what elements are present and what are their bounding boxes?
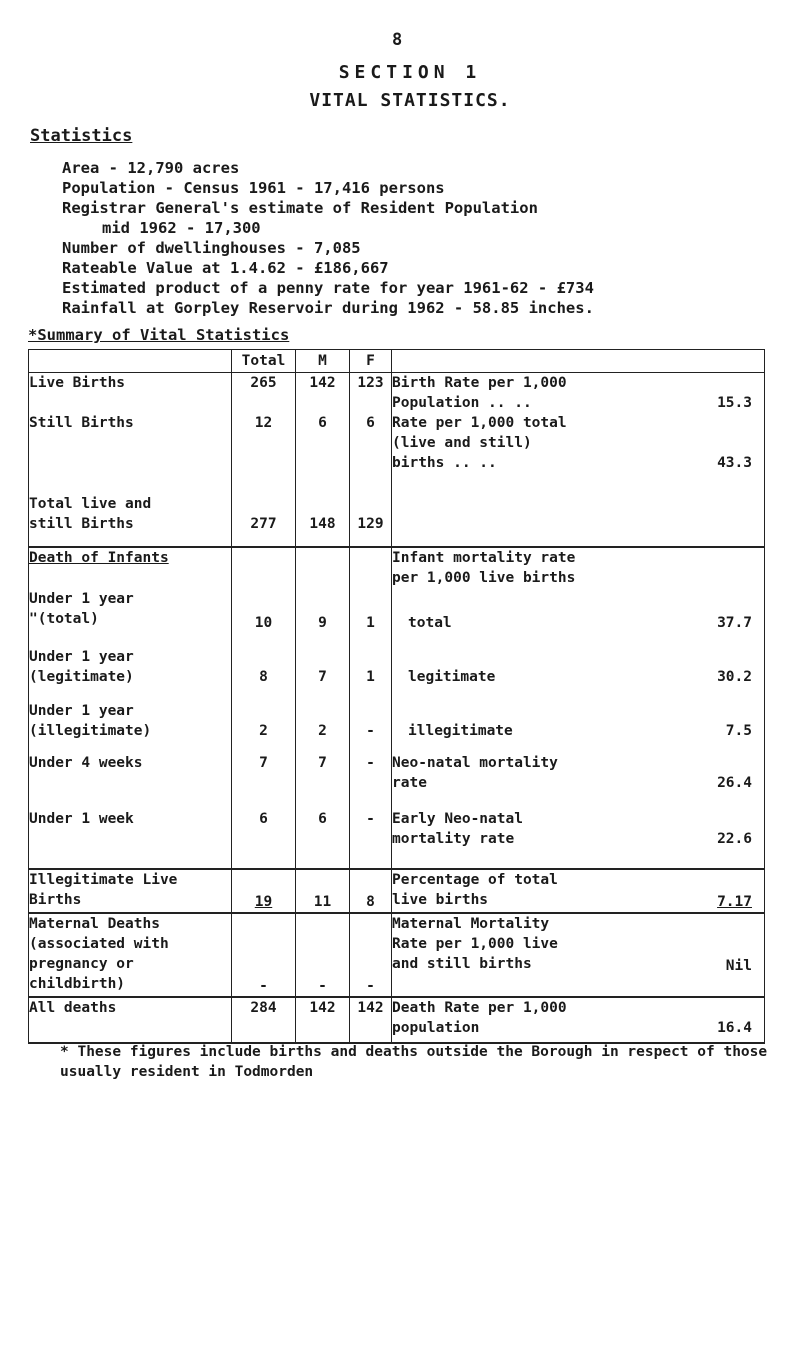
rate-value: 26.4: [717, 775, 752, 791]
cell-female: 129: [350, 483, 392, 547]
row-label: Under 1 year (legitimate): [29, 633, 232, 687]
stat-area: Area - 12,790 acres: [62, 159, 240, 177]
rate-cell: [392, 687, 765, 741]
table-row: [29, 997, 765, 1043]
rate-value: 30.2: [717, 669, 752, 685]
rate-value: 22.6: [717, 831, 752, 847]
stat-dwellinghouses: Number of dwellinghouses - 7,085: [62, 239, 361, 257]
rate-value: 15.3: [717, 395, 752, 411]
cell-female: -: [350, 793, 392, 869]
stat-population: Population - Census 1961 - 17,416 persons: [62, 179, 445, 197]
rate-label: Percentage of total live births: [392, 872, 558, 908]
row-label: Still Births: [29, 413, 232, 483]
cell-total: 265: [232, 373, 296, 414]
stat-registrar-estimate-value: mid 1962 - 17,300: [102, 219, 261, 237]
statistics-list: [62, 158, 594, 318]
cell-empty: [350, 547, 392, 589]
cell-male: 11: [296, 869, 350, 913]
rate-label: Maternal Mortality Rate per 1,000 live and still births: [392, 916, 558, 972]
rate-value: 7.17: [717, 894, 752, 910]
row-label: Under 1 week: [29, 793, 232, 869]
rate-cell: [392, 373, 765, 414]
cell-female: 142: [350, 997, 392, 1043]
rate-label: Neo-natal mortality rate: [392, 755, 558, 791]
cell-male: 6: [296, 793, 350, 869]
cell-male: 148: [296, 483, 350, 547]
cell-empty: [296, 547, 350, 589]
cell-total: 7: [232, 741, 296, 793]
cell-male: 6: [296, 413, 350, 483]
rate-label: total: [408, 615, 452, 631]
rate-cell: [392, 413, 765, 547]
rate-cell: [392, 589, 765, 633]
header-male: M: [296, 350, 350, 373]
table-row: [29, 633, 765, 687]
table-row: [29, 687, 765, 741]
rate-label: Rate per 1,000 total (live and still) births .. ..: [392, 415, 567, 471]
cell-total: -: [232, 913, 296, 997]
rate-cell: [392, 633, 765, 687]
rate-cell: [392, 793, 765, 869]
cell-female: 1: [350, 589, 392, 633]
cell-total: 12: [232, 413, 296, 483]
cell-female: -: [350, 741, 392, 793]
header-blank-rates: [392, 350, 765, 373]
table-row: [29, 869, 765, 913]
table-row: [29, 373, 765, 414]
rate-label: Death Rate per 1,000 population: [392, 1000, 567, 1036]
table-row: [29, 589, 765, 633]
row-label: Under 1 year "(total): [29, 589, 232, 633]
cell-female: 6: [350, 413, 392, 483]
vital-statistics-table: [28, 349, 765, 1044]
row-label: Live Births: [29, 373, 232, 414]
header-total: Total: [232, 350, 296, 373]
statistics-heading: Statistics: [30, 126, 133, 146]
table-row: [29, 547, 765, 589]
stat-rateable-value: Rateable Value at 1.4.62 - £186,667: [62, 259, 389, 277]
table-row: [29, 793, 765, 869]
cell-male: 7: [296, 741, 350, 793]
cell-female: -: [350, 913, 392, 997]
cell-male: 9: [296, 589, 350, 633]
cell-female: 123: [350, 373, 392, 414]
cell-male: 2: [296, 687, 350, 741]
cell-male: -: [296, 913, 350, 997]
rate-cell: [392, 869, 765, 913]
cell-total: 2: [232, 687, 296, 741]
rate-value: 43.3: [717, 455, 752, 471]
table-row: [29, 413, 765, 483]
rate-cell: [392, 741, 765, 793]
cell-male: 142: [296, 997, 350, 1043]
cell-total: 277: [232, 483, 296, 547]
header-blank: [29, 350, 232, 373]
cell-total: 10: [232, 589, 296, 633]
cell-female: -: [350, 687, 392, 741]
stat-registrar-estimate: Registrar General's estimate of Resident Population: [62, 199, 538, 217]
section-title: SECTION 1: [338, 62, 482, 83]
rate-label: Birth Rate per 1,000 Population .. ..: [392, 375, 567, 411]
row-label: Illegitimate Live Births: [29, 869, 232, 913]
header-female: F: [350, 350, 392, 373]
row-label: Under 4 weeks: [29, 741, 232, 793]
row-label: Total live and still Births: [29, 483, 232, 547]
row-label: Maternal Deaths (associated with pregnancy or childbirth): [29, 913, 232, 997]
cell-female: 1: [350, 633, 392, 687]
rate-cell: [392, 997, 765, 1043]
rate-value: 37.7: [717, 615, 752, 631]
stat-rainfall: Rainfall at Gorpley Reservoir during 1962 - 58.85 inches.: [62, 299, 594, 317]
row-label: All deaths: [29, 997, 232, 1043]
cell-total: 8: [232, 633, 296, 687]
row-label: Under 1 year (illegitimate): [29, 687, 232, 741]
rate-value: 16.4: [717, 1020, 752, 1036]
rate-cell: [392, 913, 765, 997]
infant-rate-heading: Infant mortality rate per 1,000 live births: [392, 547, 765, 589]
rate-label: legitimate: [408, 669, 496, 685]
rate-label: illegitimate: [408, 723, 513, 739]
rate-value: 7.5: [725, 723, 752, 739]
page-number: 8: [392, 30, 403, 50]
cell-empty: [232, 547, 296, 589]
cell-total: 19: [232, 869, 296, 913]
table-header-row: [29, 350, 765, 373]
cell-total: 6: [232, 793, 296, 869]
rate-label: Early Neo-natal mortality rate: [392, 811, 523, 847]
cell-male: 142: [296, 373, 350, 414]
summary-heading: *Summary of Vital Statistics: [28, 326, 290, 344]
stat-penny-rate: Estimated product of a penny rate for year 1961-62 - £734: [62, 279, 594, 297]
page-subtitle: VITAL STATISTICS.: [309, 90, 511, 111]
table-row: [29, 913, 765, 997]
rate-value: Nil: [725, 958, 752, 974]
cell-male: 7: [296, 633, 350, 687]
cell-female: 8: [350, 869, 392, 913]
cell-total: 284: [232, 997, 296, 1043]
footnote: * These figures include births and deaths outside the Borough in respect of those usually resident in Todmorden: [60, 1044, 768, 1080]
table-row: [29, 741, 765, 793]
infants-heading: Death of Infants: [29, 547, 232, 589]
